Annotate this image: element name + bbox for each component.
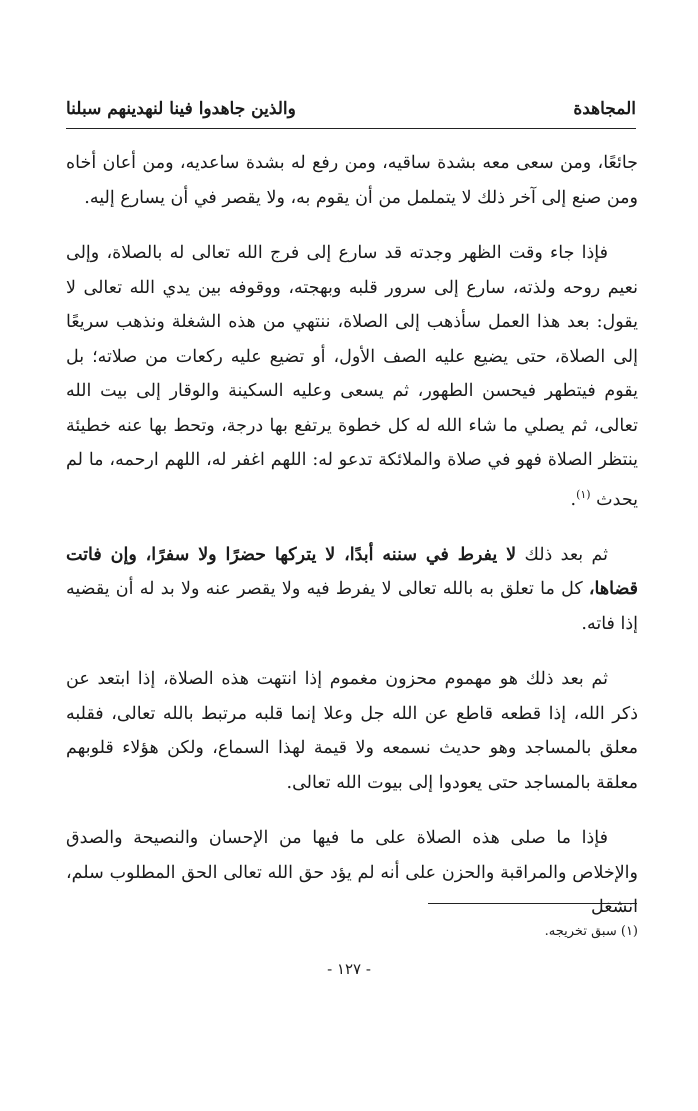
running-header xyxy=(66,92,636,126)
book-title: والذين جاهدوا فينا لنهدينهم سبلنا xyxy=(66,99,296,119)
paragraph-2-end: . xyxy=(570,489,577,510)
chapter-title: المجاهدة xyxy=(573,99,636,119)
paragraph-2 xyxy=(66,236,638,517)
footnote: (١) سبق تخريجه. xyxy=(544,924,638,939)
header-divider xyxy=(66,128,636,129)
paragraph-3 xyxy=(66,538,638,642)
footnote-marker[interactable]: (١) xyxy=(576,487,591,501)
paragraph-2-text: فإذا جاء وقت الظهر وجدته قد سارع إلى فرج الله تعالى له بالصلاة، وإلى نعيم روحه ولذته، سارع إلى سرور قلبه وبهجته، ووقوفه بين يدي الله تعالى لا يقول: بعد هذا العمل سأذهب إلى الصلاة، ننتهي من هذه الشغلة ونذهب سريعًا إلى الصلاة، حتى يضيع عليه الصف الأول، أو تضيع عليه ركعات من صلاته؛ بل يقوم فيتطهر فيحسن الطهور، ثم يسعى وعليه السكينة والوقار إلى بيت الله تعالى، ثم يصلي ما شاء الله له كل خطوة يرتفع بها درجة، وتحط بها عنه خطيئة ينتظر الصلاة فهو في صلاة والملائكة تدعو له: اللهم اغفر له، اللهم ارحمه، ما لم يحدث xyxy=(66,243,638,510)
paragraph-3-rest: كل ما تعلق به بالله تعالى لا يفرط فيه ولا يقصر عنه ولا بد له أن يقضيه إذا فاته. xyxy=(66,579,638,634)
page-number: - ١٢٧ - xyxy=(327,960,371,978)
paragraph-3-emphasis: لا يفرط في سننه أبدًا، لا يتركها حضرًا ولا سفرًا، وإن فاتت قضاها، xyxy=(66,544,638,600)
paragraph-1 xyxy=(66,146,638,215)
paragraph-4 xyxy=(66,662,638,800)
paragraph-4-text: ثم بعد ذلك هو مهموم محزون مغموم إذا انتهت هذه الصلاة، إذا ابتعد عن ذكر الله، إذا قطعه قاطع عن الله جل وعلا إنما قلبه مرتبط بالله تعالى، فقلبه معلق بالمساجد وهو حديث نسمعه ولا قيمة لهذا السماع، ولكن هؤلاء قلوبهم معلقة بالمساجد حتى يعودوا إلى بيوت الله تعالى. xyxy=(66,669,638,793)
footnote-divider xyxy=(428,903,637,904)
paragraph-1-text: جائعًا، ومن سعى معه بشدة ساقيه، ومن رفع له بشدة ساعديه، ومن أعان أخاه ومن صنع إلى آخر ذلك لا يتململ من أن يقوم به، ولا يقصر في أن يسارع إليه. xyxy=(66,153,638,208)
paragraph-3-intro: ثم بعد ذلك xyxy=(516,544,609,565)
main-text xyxy=(66,146,638,946)
paragraph-5-text: فإذا ما صلى هذه الصلاة على ما فيها من الإحسان والنصيحة والصدق والإخلاص والمراقبة والحزن على أنه لم يؤد حق الله تعالى الحق المطلوب سلم، انشغل xyxy=(66,828,638,918)
paragraph-5 xyxy=(66,821,638,925)
